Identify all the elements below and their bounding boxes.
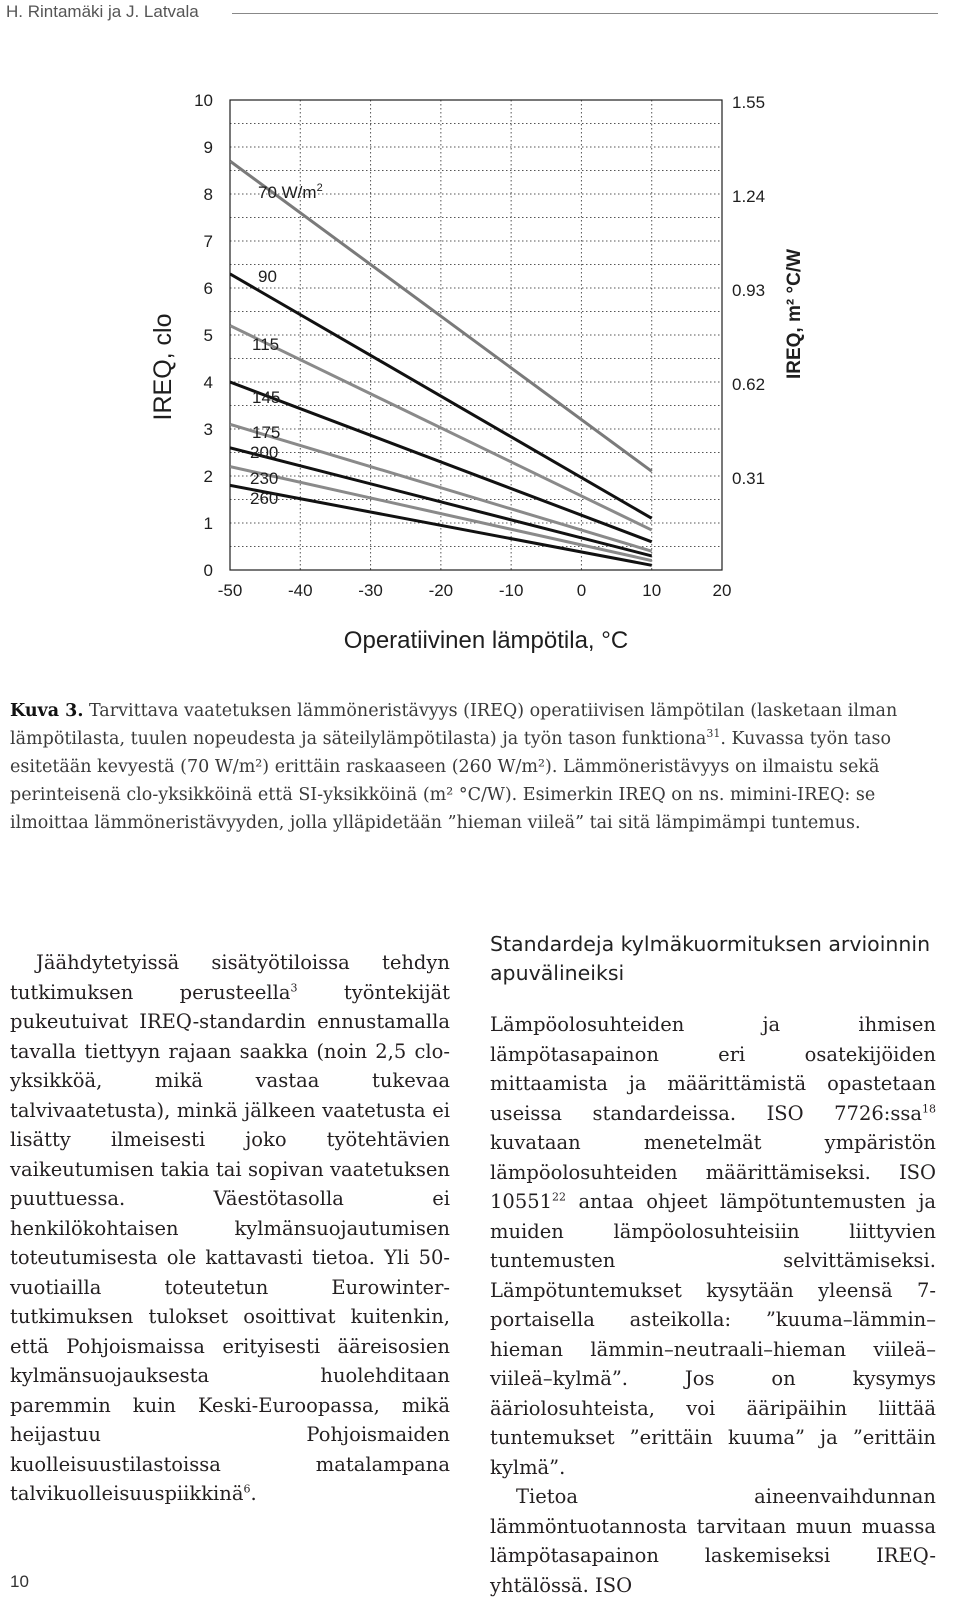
y-tick-label: 0 [203,561,213,580]
caption-text-cont: . Kuvassa työn taso esitetään kevyestä (70 W/m²) erittäin raskaaseen (260 W/m²). Lämmöneristävyys on ilmaistu sekä perinteisenä clo-yksikköinä että SI-yksikköinä (m² °C/W). Esimerkin IREQ on ns. mimini-IREQ: se ilmoittaa lämmöneristävyyden, jolla ylläpidetään ”hieman viileä” tai sitä lämpimämpi tuntemus. [10,729,891,833]
y-tick-label: 7 [203,232,213,251]
x-axis-label: Operatiivinen lämpötila, °C [343,627,629,654]
y-tick-label: 6 [203,279,213,298]
x-tick-label: -30 [358,581,383,600]
x-tick-label: 10 [642,581,662,600]
caption-label: Kuva 3. [10,701,84,721]
y-tick-label: 2 [203,467,213,486]
y-tick-label: 8 [203,185,213,204]
y-axis-label: IREQ, clo [149,313,177,421]
series-label: 90 [258,267,277,286]
x-tick-label: -40 [287,581,313,600]
caption-reference: 31 [706,727,721,741]
y-tick-label: 4 [203,373,213,392]
page-number: 10 [10,1572,29,1591]
y2-tick-label: 0.93 [732,281,766,300]
series-label: 70 $W/m^2$ [258,182,323,202]
y2-tick-label: 0.31 [732,469,766,488]
right-paragraph-2: Tietoa aineenvaihdunnan lämmöntuotannosta tarvitaan muun muassa lämpötasapainon laskemiseksi IREQ-yhtälössä. ISO [490,1485,936,1597]
y-tick-label: 1 [203,514,213,533]
series-label: 175 [252,423,281,442]
series-label-superscript: 2 [316,182,323,194]
y-tick-label: 5 [203,326,213,345]
right-text-part-1: Lämpöolosuhteiden ja ihmisen lämpötasapainon eri osatekijöiden mittaamista ja määrittämistä opastetaan useissa standardeissa. ISO 7726:ssa [490,1013,936,1125]
left-text-part-2: työntekijät pukeutuivat IREQ-standardin ennustamalla tavalla tiettyyn rajaan saakka (noin 2,5 clo-yksikköä, mikä vastaa tukevaa talvivaatetusta), minkä jälkeen vaatetusta ei lisätty ilmeisesti joko työtehtävien vaikeutumisen takia tai sopivan vaatetuksen puuttuessa. Väestötasolla ei henkilökohtaisen kylmänsuojautumisen toteutumisesta ole kattavasti tietoa. Yli 50-vuotiailla toteutetun Eurowinter-tutkimuksen tulokset osoittivat kuitenkin, että Pohjoismaissa erityisesti ääreisosien kylmänsuojauksesta huolehditaan paremmin kuin Keski-Euroopassa, mikä heijastuu Pohjoismaiden kuolleisuustilastoissa matalampana talvikuolleisuuspiikkinä [10,980,450,1505]
series-label: 115 [252,335,280,354]
left-text-part-3: . [250,1482,257,1505]
figure-caption [10,697,938,837]
y2-tick-label: 0.62 [732,375,766,394]
x-tick-label: 20 [712,581,732,600]
left-text-part-1: Jäähdytetyissä sisätyötiloissa tehdyn tutkimuksen perusteella [10,951,450,1004]
ireq-chart [0,60,960,700]
right-text-part-2: kuvataan menetelmät ympäristön lämpöolosuhteiden määrittämiseksi. ISO 10551 [490,1131,936,1213]
body-text-right-column [490,930,936,1600]
section-heading: Standardeja kylmäkuormituksen arvioinnin apuvälineiksi [490,932,931,985]
x-tick-label: -10 [498,581,524,600]
right-text-part-3: antaa ohjeet lämpötuntemusten ja muiden lämpöolosuhteisiin liittyvien tuntemusten selvittämiseksi. Lämpötuntemukset kysytään yleensä 7-portaisella asteikolla: ”kuuma–lämmin–hieman lämmin–neutraali–hieman viileä–viileä–kylmä”. Jos on kysymys ääriolosuhteista, voi ääripäihin liittää tuntemukset ”erittäin kuuma” ja ”erittäin kylmä”. [490,1190,936,1479]
series-line [230,382,652,542]
left-reference-2: 6 [243,1482,251,1496]
y2-tick-label: 1.24 [732,187,766,206]
right-reference-1: 18 [922,1102,936,1115]
y2-axis-label: IREQ, m² °C/W [784,248,805,380]
right-reference-2: 22 [552,1190,567,1204]
series-label: 230 [250,469,279,488]
y-tick-label: 9 [203,138,213,157]
series-labels [250,182,323,508]
y-tick-label: 3 [203,420,213,439]
right-paragraph-1 [490,1010,936,1482]
y-tick-label: 10 [194,91,213,110]
series-label: 145 [252,388,281,407]
caption-text: Tarvittava vaatetuksen lämmöneristävyys (IREQ) operatiivisen lämpötilan (lasketaan ilman lämpötilasta, tuulen nopeudesta ja säteilylämpötilasta) ja työn tason funktiona [10,701,898,749]
x-tick-label: -50 [217,581,243,600]
body-text-left-column [10,948,450,1509]
series-label: 260 [250,489,279,508]
x-tick-label: 0 [576,581,587,600]
left-reference-1: 3 [290,981,298,994]
series-label: 200 [250,443,279,462]
y2-tick-label: 1.55 [732,93,766,112]
header-rule [232,13,938,14]
x-tick-label: -20 [428,581,454,600]
running-head: H. Rintamäki ja J. Latvala [6,2,199,21]
